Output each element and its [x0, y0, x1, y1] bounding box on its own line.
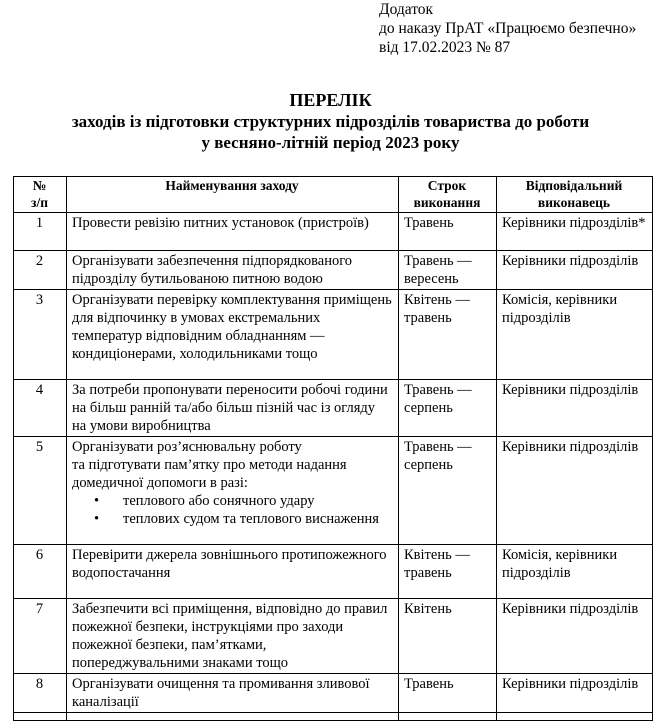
title-subtitle-line1: заходів із підготовки структурних підрозділів товариства до роботи: [71, 112, 590, 131]
row-number: 3: [14, 290, 67, 380]
row-term-empty: [399, 713, 497, 721]
row-responsible-empty: [497, 713, 653, 721]
row-responsible: Керівники підрозділів: [497, 380, 653, 437]
table-row: [14, 380, 653, 437]
table-row: [14, 545, 653, 599]
header-number-line1: №: [32, 178, 47, 193]
row-responsible: Керівники підрозділів*: [497, 213, 653, 251]
table-row: [14, 437, 653, 545]
table-row: [14, 674, 653, 713]
header-number: [14, 177, 67, 213]
row-measure: Організувати забезпечення підпорядкованого підрозділу бутильованою питною водою: [67, 251, 399, 290]
row-measure-empty: [67, 713, 399, 721]
row-measure: Забезпечити всі приміщення, відповідно до правил пожежної безпеки, інструкціями про заходи пожежної безпеки, пам’ятками, попереджувальними знаками тощо: [67, 599, 399, 674]
header-number-line2: з/п: [31, 195, 48, 210]
row-number-empty: [14, 713, 67, 721]
row-responsible: Керівники підрозділів: [497, 437, 653, 545]
title-main: ПЕРЕЛІК: [289, 90, 372, 110]
row-number: 6: [14, 545, 67, 599]
row-term: Квітень — травень: [399, 545, 497, 599]
row-term: Травень — серпень: [399, 437, 497, 545]
table-row: [14, 290, 653, 380]
measures-table: [13, 176, 653, 721]
row-measure: За потреби пропонувати переносити робочі години на більш ранній та/або більш пізній час із огляду на умови виробництва: [67, 380, 399, 437]
document-title: [0, 90, 661, 153]
table-row: [14, 251, 653, 290]
row-measure: [67, 437, 399, 545]
row-term: Травень — вересень: [399, 251, 497, 290]
row-term: Травень: [399, 674, 497, 713]
row-measure: Провести ревізію питних установок (пристроїв): [67, 213, 399, 251]
table-row-continued: [14, 713, 653, 721]
row-measure: Організувати перевірку комплектування приміщень для відпочинку в умовах екстремальних температур відповідним обладнанням — кондиціонерами, холодильниками тощо: [67, 290, 399, 380]
header-responsible-line1: Відповідальний: [525, 178, 623, 193]
bullet-item: • теплових судом та теплового виснаження: [72, 510, 392, 528]
row-responsible: Комісія, керівники підрозділів: [497, 545, 653, 599]
table-header-row: [14, 177, 653, 213]
measure-bullet-list: [72, 492, 392, 528]
row-number: 5: [14, 437, 67, 545]
header-term-line2: виконання: [413, 195, 481, 210]
header-term-line1: Строк: [427, 178, 467, 193]
row-number: 2: [14, 251, 67, 290]
row-number: 8: [14, 674, 67, 713]
row-responsible: Керівники підрозділів: [497, 674, 653, 713]
row-measure: Перевірити джерела зовнішнього протипожежного водопостачання: [67, 545, 399, 599]
row-number: 1: [14, 213, 67, 251]
row-responsible: Комісія, керівники підрозділів: [497, 290, 653, 380]
header-responsible-line2: виконавець: [537, 195, 611, 210]
title-subtitle-line2: у весняно-літній період 2023 року: [201, 133, 460, 152]
row-responsible: Керівники підрозділів: [497, 251, 653, 290]
header-term: [399, 177, 497, 213]
row-number: 7: [14, 599, 67, 674]
row-measure-line1: Організувати роз’яснювальну роботу: [72, 439, 302, 455]
row-term: Квітень — травень: [399, 290, 497, 380]
row-measure: Організувати очищення та промивання зливової каналізації: [67, 674, 399, 713]
appendix-order-date: від 17.02.2023 № 87: [379, 39, 511, 56]
appendix-note: [379, 0, 636, 57]
row-responsible: Керівники підрозділів: [497, 599, 653, 674]
row-term: Квітень: [399, 599, 497, 674]
header-responsible: [497, 177, 653, 213]
table-row: [14, 599, 653, 674]
appendix-order-reference: до наказу ПрАТ «Працюємо безпечно»: [379, 20, 637, 37]
header-name: Найменування заходу: [67, 177, 399, 213]
table-row: [14, 213, 653, 251]
appendix-label: Додаток: [379, 1, 434, 18]
row-term: Травень — серпень: [399, 380, 497, 437]
bullet-item: • теплового або сонячного удару: [72, 492, 392, 510]
row-measure-line2: та підготувати пам’ятку про методи надання домедичної допомоги в разі:: [72, 457, 347, 491]
row-term: Травень: [399, 213, 497, 251]
row-number: 4: [14, 380, 67, 437]
